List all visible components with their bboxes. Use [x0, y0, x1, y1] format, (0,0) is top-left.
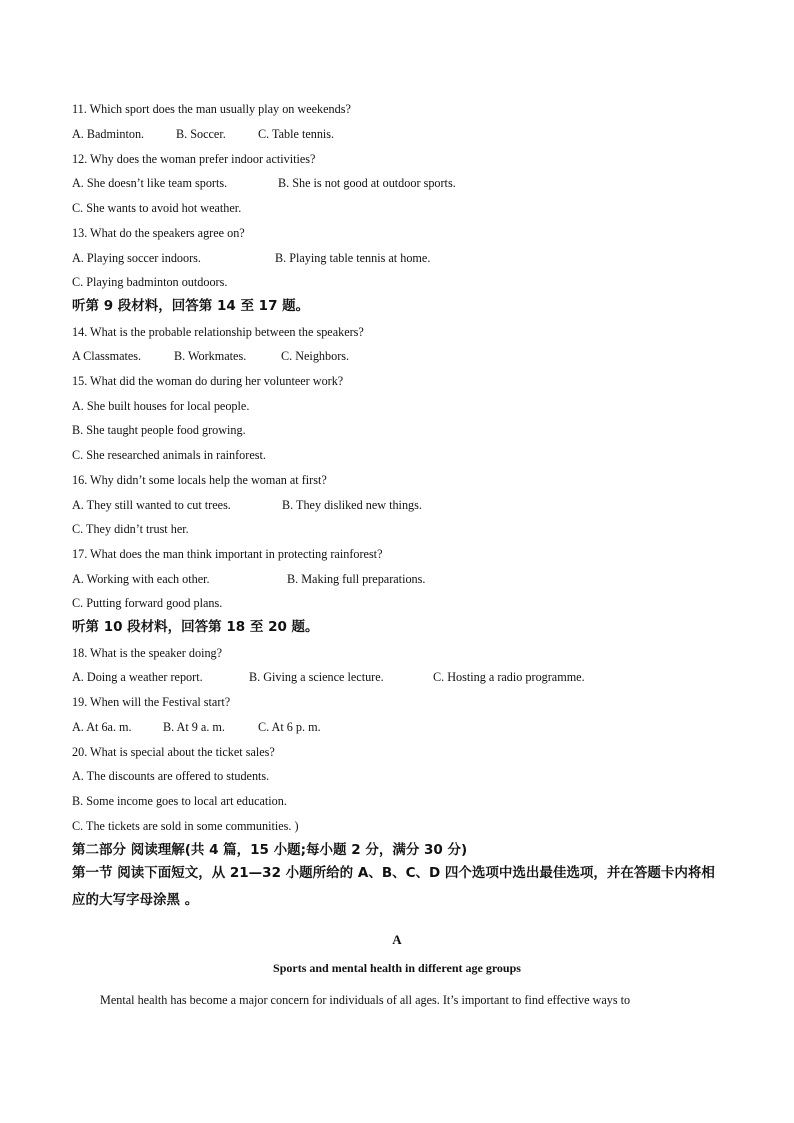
question-17-stem: 17. What does the man think important in protecting rainforest?	[72, 547, 383, 561]
option-c: C. Table tennis.	[258, 127, 335, 141]
option-c: C. The tickets are sold in some communities. )	[72, 819, 299, 833]
option-a: A. Working with each other.	[72, 572, 210, 586]
question-12-stem: 12. Why does the woman prefer indoor activities?	[72, 152, 316, 166]
option-b: B. Giving a science lecture.	[249, 670, 384, 684]
question-13-stem: 13. What do the speakers agree on?	[72, 226, 245, 240]
reading-part-title: 第二部分 阅读理解(共 4 篇，15 小题;每小题 2 分，满分 30 分)	[72, 842, 468, 858]
option-b: B. Some income goes to local art education.	[72, 794, 287, 808]
question-16-stem: 16. Why didn’t some locals help the woman at first?	[72, 473, 327, 487]
option-b: B. Soccer.	[176, 127, 226, 141]
option-c: C. They didn’t trust her.	[72, 522, 189, 536]
question-17-options	[72, 571, 425, 587]
question-15-stem: 15. What did the woman do during her volunteer work?	[72, 374, 344, 388]
reading-instruction: 第一节 阅读下面短文，从 21—32 小题所给的 A、B、C、D 四个选项中选出最佳选项，并在答题卡内将相应的大写字母涂黑 。	[72, 865, 715, 908]
question-19-stem: 19. When will the Festival start?	[72, 695, 231, 709]
option-b: B. Playing table tennis at home.	[275, 251, 431, 265]
option-c: C. She wants to avoid hot weather.	[72, 201, 242, 215]
question-16-options	[72, 497, 422, 513]
option-a: A. Doing a weather report.	[72, 670, 203, 684]
question-12-options	[72, 175, 456, 191]
option-b: B. At 9 a. m.	[163, 720, 225, 734]
option-b: B. Making full preparations.	[287, 572, 426, 586]
option-a: A. She doesn’t like team sports.	[72, 176, 228, 190]
option-c: C. Hosting a radio programme.	[433, 670, 585, 684]
section-10-heading: 听第 10 段材料，回答第 18 至 20 题。	[72, 619, 319, 635]
option-b: B. She taught people food growing.	[72, 423, 246, 437]
option-a: A. They still wanted to cut trees.	[72, 498, 231, 512]
passage-title: Sports and mental health in different age groups	[273, 961, 521, 975]
question-20-stem: 20. What is special about the ticket sales?	[72, 745, 275, 759]
option-c: C. Neighbors.	[281, 349, 350, 363]
question-18-options	[72, 669, 585, 685]
option-a: A. The discounts are offered to students.	[72, 769, 270, 783]
option-b: B. They disliked new things.	[282, 498, 422, 512]
passage-paragraph: Mental health has become a major concern for individuals of all ages. It’s important to find effective ways to	[100, 993, 631, 1007]
option-c: C. At 6 p. m.	[258, 720, 321, 734]
option-c: C. Playing badminton outdoors.	[72, 275, 228, 289]
option-a: A. Playing soccer indoors.	[72, 251, 201, 265]
question-11-stem: 11. Which sport does the man usually play on weekends?	[72, 102, 351, 116]
question-11-options	[72, 126, 334, 142]
question-14-options	[72, 348, 349, 364]
option-b: B. She is not good at outdoor sports.	[278, 176, 456, 190]
option-b: B. Workmates.	[174, 349, 247, 363]
option-a: A. Badminton.	[72, 127, 145, 141]
question-19-options	[72, 719, 321, 735]
option-c: C. Putting forward good plans.	[72, 596, 223, 610]
passage-letter: A	[392, 932, 402, 947]
option-a: A Classmates.	[72, 349, 142, 363]
option-c: C. She researched animals in rainforest.	[72, 448, 266, 462]
question-18-stem: 18. What is the speaker doing?	[72, 646, 223, 660]
option-a: A. She built houses for local people.	[72, 399, 250, 413]
option-a: A. At 6a. m.	[72, 720, 132, 734]
question-14-stem: 14. What is the probable relationship between the speakers?	[72, 325, 364, 339]
section-9-heading: 听第 9 段材料，回答第 14 至 17 题。	[72, 298, 310, 314]
question-13-options	[72, 250, 430, 266]
